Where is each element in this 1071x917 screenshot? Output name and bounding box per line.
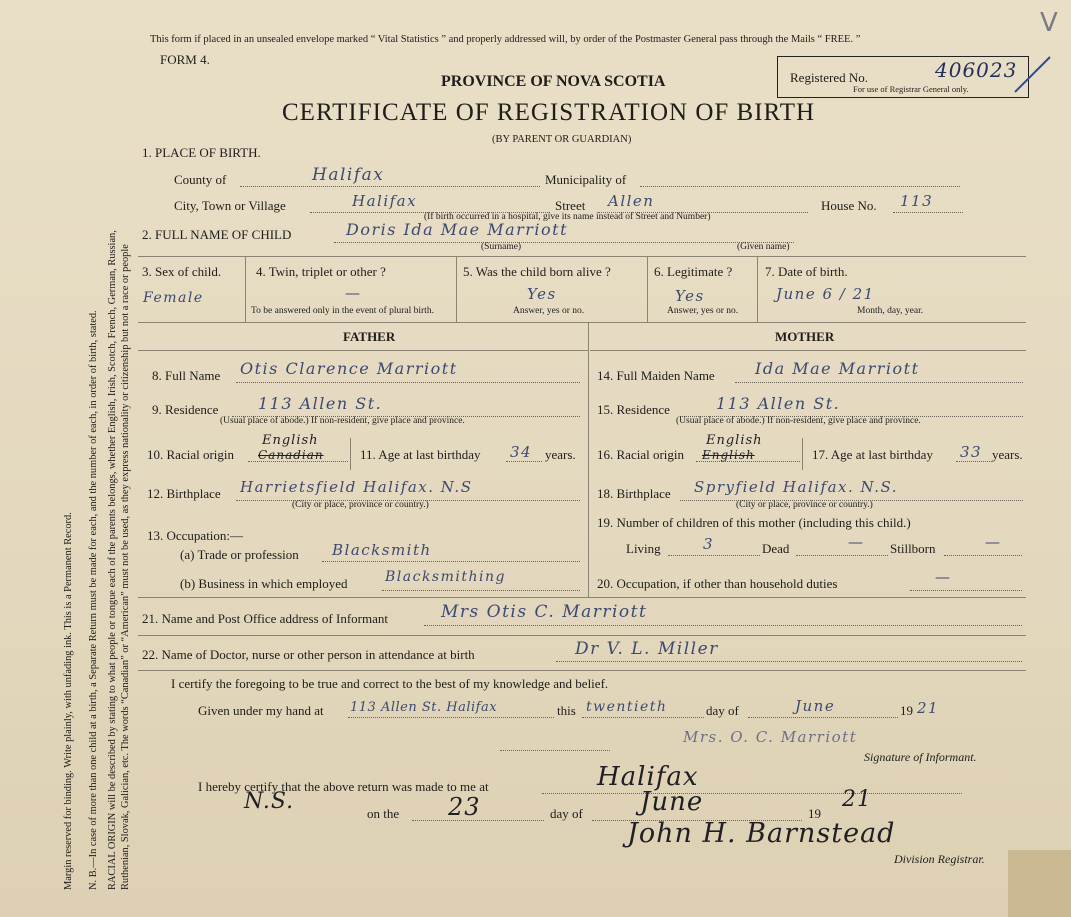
county-value: Halifax xyxy=(312,165,385,185)
living-value: 3 xyxy=(703,535,715,553)
mother-name-value: Ida Mae Marriott xyxy=(755,359,920,378)
mother-birthplace-label: 18. Birthplace xyxy=(597,486,671,501)
mother-birthplace-note: (City or place, province or country.) xyxy=(736,500,873,510)
twin-value: — xyxy=(345,284,362,302)
father-birthplace-note: (City or place, province or country.) xyxy=(292,500,429,510)
mother-age-value: 33 xyxy=(960,443,983,461)
house-value: 113 xyxy=(900,192,934,210)
father-heading: FATHER xyxy=(343,329,396,344)
father-age-value: 34 xyxy=(510,443,533,461)
date-of-birth-value: June 6 / 21 xyxy=(776,285,875,303)
mother-name-label: 14. Full Maiden Name xyxy=(597,368,715,383)
mother-racial-struck: English xyxy=(702,448,755,462)
living-label: Living xyxy=(626,541,661,556)
mother-residence-value: 113 Allen St. xyxy=(716,394,841,413)
child-name-value: Doris Ida Mae Marriott xyxy=(346,220,569,239)
sex-label: 3. Sex of child. xyxy=(142,264,222,279)
mother-age-label: 17. Age at last birthday xyxy=(812,447,933,462)
registered-label: Registered No. xyxy=(790,70,868,85)
mother-birthplace-value: Spryfield Halifax. N.S. xyxy=(694,478,898,496)
registrar-statement: I hereby certify that the above return was made to me at xyxy=(198,779,489,794)
father-age-years: years. xyxy=(545,447,576,462)
doctor-label: 22. Name of Doctor, nurse or other person in attendance at birth xyxy=(142,647,475,662)
date-of-birth-label: 7. Date of birth. xyxy=(765,264,848,279)
city-label: City, Town or Village xyxy=(174,198,286,213)
mail-notice: This form if placed in an unsealed envelope marked “ Vital Statistics ” and properly addressed will, by order of the Postmaster General pass through the Mails “ FREE. ” xyxy=(150,34,861,45)
certify-statement: I certify the foregoing to be true and correct to the best of my knowledge and belief. xyxy=(171,676,609,691)
street-label: Street xyxy=(555,198,586,213)
father-residence-note: (Usual place of abode.) If non-resident, give place and province. xyxy=(220,416,465,426)
registrar-month-value: June xyxy=(640,787,704,817)
born-alive-value: Yes xyxy=(527,285,557,303)
father-birthplace-label: 12. Birthplace xyxy=(147,486,221,501)
on-the-label: on the xyxy=(367,806,400,821)
informant-signature: Mrs. O. C. Marriott xyxy=(683,728,858,746)
father-racial-label: 10. Racial origin xyxy=(147,447,235,462)
legitimate-note: Answer, yes or no. xyxy=(667,306,739,316)
father-residence-label: 9. Residence xyxy=(152,402,219,417)
division-registrar-label: Division Registrar. xyxy=(894,852,985,866)
certificate-subtitle: (BY PARENT OR GUARDIAN) xyxy=(492,134,632,145)
given-day-value: twentieth xyxy=(586,699,668,715)
given-name-note: (Given name) xyxy=(737,242,790,252)
date-of-birth-note: Month, day, year. xyxy=(857,306,924,316)
province-heading: PROVINCE OF NOVA SCOTIA xyxy=(441,73,666,90)
mother-occupation-value: — xyxy=(935,568,952,586)
legitimate-label: 6. Legitimate ? xyxy=(654,264,733,279)
dead-label: Dead xyxy=(762,541,790,556)
father-name-label: 8. Full Name xyxy=(152,368,221,383)
margin-multiple-birth-note: N. B.—In case of more than one child at a birth, a Separate Return must be made for each, and the number of each, in order of birth, stated. xyxy=(88,310,99,890)
trade-value: Blacksmith xyxy=(332,541,432,559)
mother-residence-label: 15. Residence xyxy=(597,402,670,417)
given-month-value: June xyxy=(795,697,836,715)
house-label: House No. xyxy=(821,198,877,213)
registrar-year-prefix: 19 xyxy=(808,806,821,821)
business-value: Blacksmithing xyxy=(385,569,506,585)
mother-racial-value: English xyxy=(706,433,763,448)
twin-note: To be answered only in the event of plural birth. xyxy=(251,306,434,316)
hospital-note: (If birth occurred in a hospital, give its name instead of Street and Number) xyxy=(424,212,711,222)
dead-value: — xyxy=(848,533,865,551)
business-label: (b) Business in which employed xyxy=(180,576,348,591)
registrar-year-value: 21 xyxy=(842,787,872,812)
informant-label: 21. Name and Post Office address of Informant xyxy=(142,611,388,626)
doctor-value: Dr V. L. Miller xyxy=(575,639,719,659)
born-alive-label: 5. Was the child born alive ? xyxy=(463,264,611,279)
father-racial-struck: Canadian xyxy=(258,448,324,462)
stillborn-value: — xyxy=(985,533,1002,551)
corner-v-mark: V xyxy=(1040,8,1058,38)
informant-value: Mrs Otis C. Marriott xyxy=(441,602,648,622)
form-number: FORM 4. xyxy=(160,52,210,67)
mother-occupation-label: 20. Occupation, if other than household duties xyxy=(597,576,838,591)
place-of-birth-heading: 1. PLACE OF BIRTH. xyxy=(142,145,261,160)
father-name-value: Otis Clarence Marriott xyxy=(240,359,458,378)
county-label: County of xyxy=(174,172,227,187)
father-racial-value: English xyxy=(262,433,319,448)
check-mark xyxy=(1010,52,1055,97)
city-value: Halifax xyxy=(352,192,418,210)
registered-number: 406023 xyxy=(935,58,1018,82)
given-place-value: 113 Allen St. Halifax xyxy=(350,700,498,715)
given-year-prefix: 19 xyxy=(900,703,913,718)
registrar-day-of-label: day of xyxy=(550,806,583,821)
registrar-place-value: Halifax xyxy=(597,762,699,792)
occupation-label: 13. Occupation:— xyxy=(147,528,244,543)
born-alive-note: Answer, yes or no. xyxy=(513,306,585,316)
margin-binding-note: Margin reserved for binding. Write plainly, with unfading ink. This is a Permanent Record. xyxy=(63,512,74,890)
margin-racial-origin-note-2: Ruthenian, Slovak, Galician, etc. The words “Canadian” or “American” must not be used, as they express nationality or citizenship but not a race or people xyxy=(120,244,131,890)
municipality-label: Municipality of xyxy=(545,172,627,187)
registrar-only-note: For use of Registrar General only. xyxy=(853,84,969,94)
child-name-label: 2. FULL NAME OF CHILD xyxy=(142,227,292,242)
margin-racial-origin-note: RACIAL ORIGIN will be described by stating to what people or tongue each of the parents belongs, whether English, Irish, Scotch, French, German, Russian, xyxy=(107,230,118,890)
mother-age-years: years. xyxy=(992,447,1023,462)
mother-residence-note: (Usual place of abode.) If non-resident, give place and province. xyxy=(676,416,921,426)
mother-racial-label: 16. Racial origin xyxy=(597,447,685,462)
sex-value: Female xyxy=(143,290,204,306)
certificate-title: CERTIFICATE OF REGISTRATION OF BIRTH xyxy=(282,99,816,126)
father-birthplace-value: Harrietsfield Halifax. N.S xyxy=(240,478,473,496)
given-day-of-label: day of xyxy=(706,703,739,718)
street-value: Allen xyxy=(608,192,655,210)
trade-label: (a) Trade or profession xyxy=(180,547,299,562)
twin-label: 4. Twin, triplet or other ? xyxy=(256,264,386,279)
surname-note: (Surname) xyxy=(481,242,522,252)
father-residence-value: 113 Allen St. xyxy=(258,394,383,413)
registrar-place-value-2: N.S. xyxy=(244,789,295,814)
father-age-label: 11. Age at last birthday xyxy=(360,447,481,462)
registrar-signature: John H. Barnstead xyxy=(627,818,896,849)
children-count-label: 19. Number of children of this mother (including this child.) xyxy=(597,515,911,530)
signature-of-informant-label: Signature of Informant. xyxy=(864,750,977,764)
given-under-label: Given under my hand at xyxy=(198,703,324,718)
registrar-day-value: 23 xyxy=(448,793,481,821)
mother-heading: MOTHER xyxy=(775,329,835,344)
given-year-value: 21 xyxy=(917,699,940,717)
legitimate-value: Yes xyxy=(675,287,705,305)
stillborn-label: Stillborn xyxy=(890,541,936,556)
this-label: this xyxy=(557,703,576,718)
